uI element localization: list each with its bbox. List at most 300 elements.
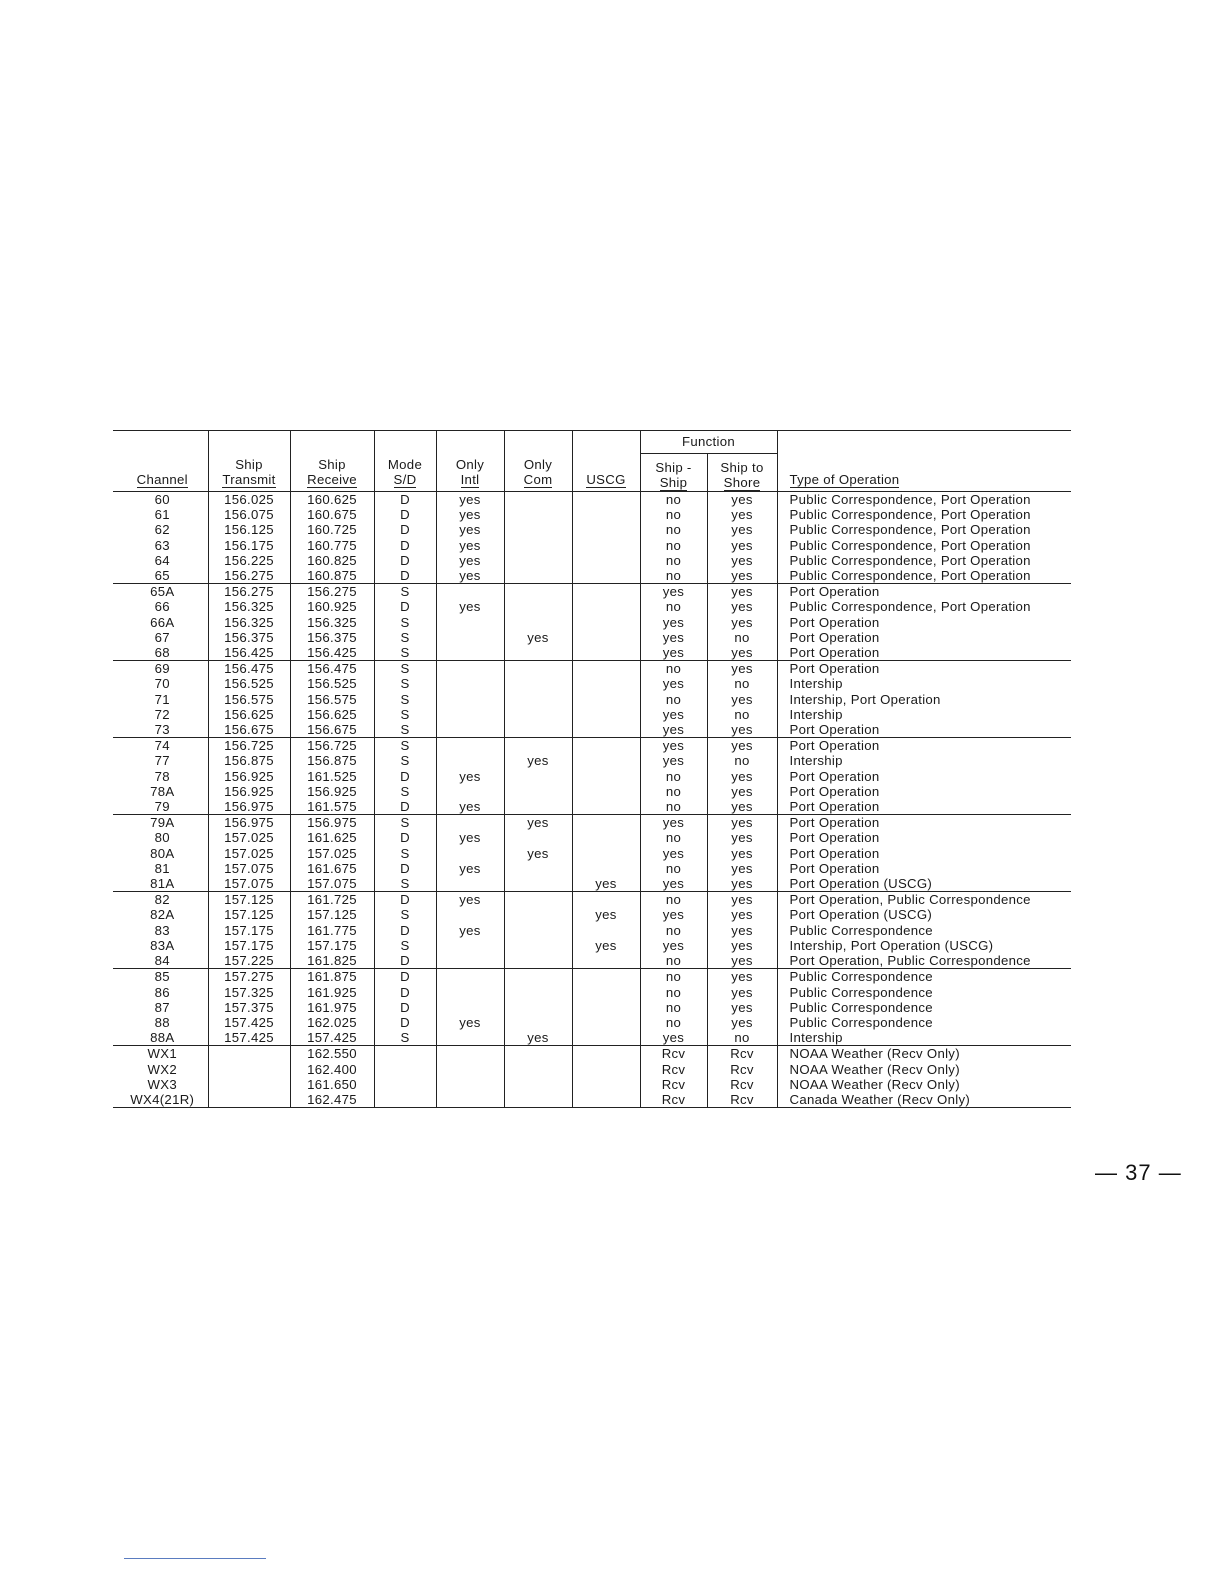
- cell-ship-transmit: 156.325: [208, 615, 290, 630]
- table-row: [113, 645, 1071, 661]
- cell-only-com: [504, 784, 572, 799]
- cell-channel: 61: [154, 507, 170, 523]
- cell-ship-ship: Rcv: [640, 1046, 707, 1062]
- cell-channel: 78: [154, 768, 170, 784]
- header-mode: Mode S/D: [374, 431, 436, 492]
- cell-ship-receive: 156.475: [290, 661, 374, 677]
- cell-ship-transmit: 156.125: [208, 522, 290, 537]
- cell-uscg: [572, 784, 640, 799]
- cell-ship-ship: no: [640, 538, 707, 553]
- cell-ship-receive: 156.325: [290, 615, 374, 630]
- cell-only-com: [504, 645, 572, 661]
- cell-ship-transmit: 156.075: [208, 507, 290, 522]
- cell-uscg: [572, 692, 640, 707]
- cell-ship-receive: 161.625: [290, 830, 374, 845]
- cell-channel: 63: [154, 537, 170, 553]
- table-row: [113, 753, 1071, 768]
- cell-uscg: [572, 1015, 640, 1030]
- table-row: [113, 538, 1071, 553]
- table-row: [113, 907, 1071, 922]
- cell-only-com: [504, 985, 572, 1000]
- cell-mode: [374, 1077, 436, 1092]
- cell-ship-ship: no: [640, 784, 707, 799]
- cell-only-intl: [436, 1092, 504, 1108]
- cell-type-of-operation: Public Correspondence, Port Operation: [777, 599, 1071, 614]
- cell-channel: 82A: [150, 907, 175, 923]
- cell-only-intl: [436, 846, 504, 861]
- cell-channel: 86: [154, 984, 170, 1000]
- cell-ship-ship: yes: [640, 676, 707, 691]
- cell-ship-shore: yes: [707, 722, 777, 738]
- cell-ship-transmit: 156.375: [208, 630, 290, 645]
- cell-ship-receive: 160.925: [290, 599, 374, 614]
- cell-ship-transmit: 156.525: [208, 676, 290, 691]
- cell-only-intl: [436, 584, 504, 600]
- cell-ship-receive: 162.025: [290, 1015, 374, 1030]
- cell-channel: 65: [113, 568, 208, 584]
- cell-ship-receive: 156.425: [290, 645, 374, 661]
- cell-ship-receive: 161.575: [290, 799, 374, 815]
- cell-ship-transmit: 156.325: [208, 599, 290, 614]
- cell-ship-receive: 162.475: [290, 1092, 374, 1108]
- cell-only-com: [504, 1077, 572, 1092]
- cell-ship-shore: Rcv: [707, 1092, 777, 1108]
- cell-ship-shore: yes: [707, 538, 777, 553]
- cell-mode: S: [374, 692, 436, 707]
- cell-type-of-operation: Port Operation: [777, 738, 1071, 754]
- cell-type-of-operation: Port Operation: [777, 861, 1071, 876]
- cell-uscg: [572, 892, 640, 908]
- cell-channel: 87: [154, 999, 170, 1015]
- cell-only-intl: yes: [436, 861, 504, 876]
- cell-ship-ship: no: [640, 553, 707, 568]
- cell-ship-ship: yes: [640, 815, 707, 831]
- cell-uscg: [572, 522, 640, 537]
- cell-uscg: [572, 492, 640, 508]
- table-row: [113, 492, 1071, 508]
- cell-type-of-operation: Port Operation: [777, 722, 1071, 738]
- cell-channel: 69: [154, 661, 170, 677]
- cell-ship-transmit: 156.925: [208, 769, 290, 784]
- header-ship-receive: Ship Receive: [290, 431, 374, 492]
- cell-mode: S: [374, 615, 436, 630]
- cell-only-intl: [436, 645, 504, 661]
- cell-mode: S: [374, 938, 436, 953]
- cell-ship-shore: yes: [707, 815, 777, 831]
- cell-channel: 66A: [150, 614, 175, 630]
- cell-only-intl: [436, 630, 504, 645]
- cell-only-com: [504, 568, 572, 584]
- cell-mode: S: [374, 676, 436, 691]
- cell-uscg: [572, 923, 640, 938]
- cell-type-of-operation: Port Operation: [777, 630, 1071, 645]
- cell-ship-receive: 161.825: [290, 953, 374, 969]
- cell-channel: WX1: [147, 1046, 177, 1062]
- cell-only-com: [504, 876, 572, 892]
- cell-only-intl: yes: [436, 799, 504, 815]
- cell-channel: 88: [154, 1014, 170, 1030]
- cell-ship-shore: yes: [707, 969, 777, 985]
- cell-only-intl: yes: [436, 769, 504, 784]
- cell-ship-shore: no: [707, 1030, 777, 1046]
- cell-ship-shore: yes: [707, 799, 777, 815]
- cell-only-intl: [436, 1046, 504, 1062]
- cell-ship-ship: no: [640, 969, 707, 985]
- cell-ship-transmit: 156.275: [208, 584, 290, 600]
- cell-ship-receive: 157.175: [290, 938, 374, 953]
- cell-mode: S: [374, 907, 436, 922]
- cell-ship-receive: 156.525: [290, 676, 374, 691]
- cell-only-intl: yes: [436, 522, 504, 537]
- cell-ship-transmit: 156.575: [208, 692, 290, 707]
- cell-only-com: [504, 1092, 572, 1108]
- cell-ship-ship: yes: [640, 1030, 707, 1046]
- cell-ship-transmit: 156.975: [208, 799, 290, 815]
- cell-only-com: [504, 892, 572, 908]
- cell-ship-transmit: 156.475: [208, 661, 290, 677]
- cell-type-of-operation: Intership: [777, 707, 1071, 722]
- cell-mode: S: [374, 876, 436, 892]
- cell-only-com: yes: [504, 630, 572, 645]
- cell-ship-ship: yes: [640, 615, 707, 630]
- cell-uscg: [572, 599, 640, 614]
- cell-ship-transmit: 156.275: [208, 568, 290, 584]
- cell-ship-shore: yes: [707, 599, 777, 614]
- cell-ship-transmit: 157.425: [208, 1030, 290, 1046]
- cell-only-intl: [436, 753, 504, 768]
- cell-type-of-operation: Port Operation: [777, 769, 1071, 784]
- cell-ship-receive: 161.975: [290, 1000, 374, 1015]
- cell-ship-shore: yes: [707, 861, 777, 876]
- cell-ship-transmit: 157.225: [208, 953, 290, 969]
- cell-only-intl: [436, 815, 504, 831]
- cell-ship-ship: yes: [640, 722, 707, 738]
- cell-ship-shore: yes: [707, 1015, 777, 1030]
- cell-uscg: [572, 1092, 640, 1108]
- header-only-com: Only Com: [504, 431, 572, 492]
- cell-channel: WX3: [147, 1076, 177, 1092]
- cell-only-intl: yes: [436, 568, 504, 584]
- cell-type-of-operation: NOAA Weather (Recv Only): [777, 1062, 1071, 1077]
- cell-only-com: [504, 661, 572, 677]
- cell-mode: S: [374, 784, 436, 799]
- cell-ship-ship: no: [640, 661, 707, 677]
- table-row: [113, 815, 1071, 831]
- cell-only-com: yes: [504, 846, 572, 861]
- cell-ship-shore: yes: [707, 507, 777, 522]
- cell-uscg: [572, 769, 640, 784]
- cell-channel: 80: [154, 830, 170, 846]
- table-row: [113, 738, 1071, 754]
- cell-ship-shore: yes: [707, 615, 777, 630]
- cell-channel: 83: [154, 922, 170, 938]
- cell-type-of-operation: Public Correspondence: [777, 1000, 1071, 1015]
- cell-ship-ship: no: [640, 692, 707, 707]
- cell-channel: WX4(21R): [113, 1092, 208, 1108]
- cell-only-com: [504, 1015, 572, 1030]
- cell-mode: S: [374, 661, 436, 677]
- cell-ship-shore: yes: [707, 1000, 777, 1015]
- cell-ship-receive: 156.575: [290, 692, 374, 707]
- cell-type-of-operation: Port Operation: [777, 645, 1071, 661]
- cell-channel: 84: [113, 953, 208, 969]
- cell-ship-receive: 161.675: [290, 861, 374, 876]
- cell-ship-receive: 162.550: [290, 1046, 374, 1062]
- cell-only-com: [504, 615, 572, 630]
- cell-ship-shore: yes: [707, 907, 777, 922]
- cell-only-intl: yes: [436, 892, 504, 908]
- cell-type-of-operation: Port Operation: [777, 784, 1071, 799]
- cell-type-of-operation: Port Operation: [777, 661, 1071, 677]
- cell-ship-shore: yes: [707, 584, 777, 600]
- cell-channel: 79A: [150, 815, 175, 831]
- cell-uscg: [572, 630, 640, 645]
- cell-channel: 74: [154, 738, 170, 754]
- cell-ship-ship: no: [640, 892, 707, 908]
- header-uscg: USCG: [572, 431, 640, 492]
- cell-mode: D: [374, 599, 436, 614]
- cell-mode: D: [374, 985, 436, 1000]
- cell-channel: 78A: [150, 783, 175, 799]
- cell-channel: 72: [154, 706, 170, 722]
- cell-ship-transmit: [208, 1077, 290, 1092]
- cell-only-intl: yes: [436, 538, 504, 553]
- table-row: [113, 1000, 1071, 1015]
- cell-channel: 88A: [113, 1030, 208, 1046]
- cell-ship-shore: no: [707, 676, 777, 691]
- cell-ship-ship: yes: [640, 907, 707, 922]
- cell-ship-transmit: [208, 1092, 290, 1108]
- cell-mode: D: [374, 1015, 436, 1030]
- cell-ship-ship: yes: [640, 753, 707, 768]
- cell-ship-transmit: 156.025: [208, 492, 290, 508]
- header-channel: Channel: [113, 431, 208, 492]
- cell-uscg: [572, 799, 640, 815]
- cell-type-of-operation: Intership: [777, 676, 1071, 691]
- header-function: Function: [640, 431, 777, 454]
- cell-mode: D: [374, 538, 436, 553]
- cell-channel: 68: [113, 645, 208, 661]
- cell-only-com: [504, 861, 572, 876]
- cell-mode: S: [374, 722, 436, 738]
- cell-ship-receive: 157.125: [290, 907, 374, 922]
- cell-ship-shore: yes: [707, 846, 777, 861]
- cell-only-intl: [436, 907, 504, 922]
- cell-only-intl: yes: [436, 830, 504, 845]
- table-row: [113, 599, 1071, 614]
- cell-type-of-operation: Port Operation: [777, 830, 1071, 845]
- cell-channel: 71: [154, 691, 170, 707]
- cell-channel: WX2: [147, 1061, 177, 1077]
- cell-uscg: [572, 661, 640, 677]
- cell-uscg: [572, 753, 640, 768]
- cell-uscg: [572, 815, 640, 831]
- cell-ship-transmit: 156.875: [208, 753, 290, 768]
- cell-channel: 82: [154, 892, 170, 908]
- table-row: [113, 953, 1071, 969]
- cell-type-of-operation: Port Operation: [777, 846, 1071, 861]
- cell-ship-receive: 160.875: [290, 568, 374, 584]
- cell-uscg: [572, 645, 640, 661]
- table-row: [113, 676, 1071, 691]
- header-type-of-operation: Type of Operation: [777, 431, 1071, 492]
- cell-channel: 67: [154, 629, 170, 645]
- cell-only-com: [504, 799, 572, 815]
- table-row: [113, 707, 1071, 722]
- cell-type-of-operation: Public Correspondence, Port Operation: [777, 538, 1071, 553]
- cell-only-com: [504, 1062, 572, 1077]
- cell-mode: D: [374, 953, 436, 969]
- cell-mode: S: [374, 1030, 436, 1046]
- cell-only-com: [504, 707, 572, 722]
- cell-only-intl: yes: [436, 599, 504, 614]
- cell-mode: D: [374, 892, 436, 908]
- cell-uscg: [572, 615, 640, 630]
- cell-only-intl: [436, 722, 504, 738]
- cell-only-com: [504, 492, 572, 508]
- table-row: [113, 784, 1071, 799]
- cell-channel: 83A: [150, 937, 175, 953]
- cell-ship-shore: yes: [707, 769, 777, 784]
- cell-uscg: yes: [572, 876, 640, 892]
- cell-only-com: [504, 907, 572, 922]
- cell-ship-transmit: 156.925: [208, 784, 290, 799]
- cell-only-intl: [436, 738, 504, 754]
- cell-ship-ship: no: [640, 522, 707, 537]
- cell-ship-ship: yes: [640, 645, 707, 661]
- table-row: [113, 861, 1071, 876]
- cell-only-intl: [436, 1030, 504, 1046]
- cell-uscg: [572, 985, 640, 1000]
- cell-type-of-operation: Port Operation: [777, 615, 1071, 630]
- cell-only-intl: [436, 985, 504, 1000]
- cell-only-intl: [436, 692, 504, 707]
- table-body: [113, 492, 1071, 1108]
- cell-uscg: [572, 953, 640, 969]
- cell-only-intl: [436, 676, 504, 691]
- cell-type-of-operation: Public Correspondence, Port Operation: [777, 553, 1071, 568]
- cell-ship-shore: yes: [707, 938, 777, 953]
- cell-channel: 73: [113, 722, 208, 738]
- cell-ship-receive: 160.775: [290, 538, 374, 553]
- table-row: [113, 568, 1071, 584]
- cell-mode: S: [374, 815, 436, 831]
- cell-mode: S: [374, 630, 436, 645]
- cell-only-intl: yes: [436, 923, 504, 938]
- cell-only-intl: [436, 953, 504, 969]
- cell-ship-receive: 156.375: [290, 630, 374, 645]
- cell-mode: D: [374, 1000, 436, 1015]
- table-row: [113, 584, 1071, 600]
- cell-ship-shore: Rcv: [707, 1077, 777, 1092]
- cell-uscg: yes: [572, 907, 640, 922]
- cell-uscg: [572, 722, 640, 738]
- cell-ship-ship: no: [640, 799, 707, 815]
- cell-only-com: [504, 1000, 572, 1015]
- cell-ship-ship: Rcv: [640, 1077, 707, 1092]
- cell-channel: 79: [113, 799, 208, 815]
- cell-ship-shore: yes: [707, 492, 777, 508]
- cell-mode: [374, 1092, 436, 1108]
- cell-only-com: [504, 676, 572, 691]
- cell-mode: D: [374, 522, 436, 537]
- cell-ship-transmit: 157.075: [208, 876, 290, 892]
- table-row: [113, 969, 1071, 985]
- cell-uscg: [572, 861, 640, 876]
- cell-ship-ship: Rcv: [640, 1062, 707, 1077]
- cell-type-of-operation: NOAA Weather (Recv Only): [777, 1046, 1071, 1062]
- cell-ship-transmit: 156.975: [208, 815, 290, 831]
- cell-ship-receive: 160.625: [290, 492, 374, 508]
- cell-ship-transmit: 156.175: [208, 538, 290, 553]
- cell-ship-ship: no: [640, 769, 707, 784]
- cell-mode: D: [374, 969, 436, 985]
- table-row: [113, 938, 1071, 953]
- cell-uscg: [572, 1030, 640, 1046]
- table-row: [113, 985, 1071, 1000]
- cell-ship-receive: 157.075: [290, 876, 374, 892]
- cell-ship-ship: no: [640, 568, 707, 584]
- cell-ship-transmit: 156.725: [208, 738, 290, 754]
- cell-only-com: [504, 830, 572, 845]
- cell-uscg: [572, 830, 640, 845]
- cell-ship-ship: yes: [640, 876, 707, 892]
- header-ship-shore: Ship to Shore: [707, 454, 777, 492]
- cell-mode: D: [374, 923, 436, 938]
- cell-ship-ship: no: [640, 1015, 707, 1030]
- cell-channel: 85: [154, 969, 170, 985]
- cell-ship-transmit: 157.175: [208, 923, 290, 938]
- cell-ship-shore: yes: [707, 738, 777, 754]
- cell-channel: 65A: [150, 584, 175, 600]
- cell-uscg: [572, 507, 640, 522]
- cell-only-com: [504, 584, 572, 600]
- cell-ship-receive: 157.425: [290, 1030, 374, 1046]
- table-row: [113, 553, 1071, 568]
- cell-ship-shore: yes: [707, 830, 777, 845]
- cell-ship-receive: 156.625: [290, 707, 374, 722]
- cell-only-com: [504, 599, 572, 614]
- cell-ship-receive: 156.875: [290, 753, 374, 768]
- cell-type-of-operation: Port Operation: [777, 815, 1071, 831]
- table-row: [113, 630, 1071, 645]
- cell-only-com: [504, 538, 572, 553]
- cell-uscg: [572, 846, 640, 861]
- cell-ship-receive: 161.775: [290, 923, 374, 938]
- cell-type-of-operation: Intership: [777, 1030, 1071, 1046]
- cell-uscg: [572, 568, 640, 584]
- cell-ship-shore: yes: [707, 645, 777, 661]
- cell-channel: 77: [154, 753, 170, 769]
- cell-ship-receive: 156.725: [290, 738, 374, 754]
- cell-type-of-operation: Public Correspondence: [777, 1015, 1071, 1030]
- cell-type-of-operation: Port Operation: [777, 584, 1071, 600]
- cell-ship-transmit: 157.075: [208, 861, 290, 876]
- cell-uscg: [572, 738, 640, 754]
- cell-type-of-operation: Port Operation (USCG): [777, 876, 1071, 892]
- cell-type-of-operation: Public Correspondence: [777, 969, 1071, 985]
- table-row: [113, 692, 1071, 707]
- cell-only-intl: [436, 969, 504, 985]
- cell-ship-ship: yes: [640, 846, 707, 861]
- cell-ship-ship: no: [640, 599, 707, 614]
- table-row: [113, 1062, 1071, 1077]
- table-row: [113, 830, 1071, 845]
- table-row: [113, 522, 1071, 537]
- cell-mode: D: [374, 507, 436, 522]
- cell-only-intl: [436, 615, 504, 630]
- cell-type-of-operation: Public Correspondence: [777, 985, 1071, 1000]
